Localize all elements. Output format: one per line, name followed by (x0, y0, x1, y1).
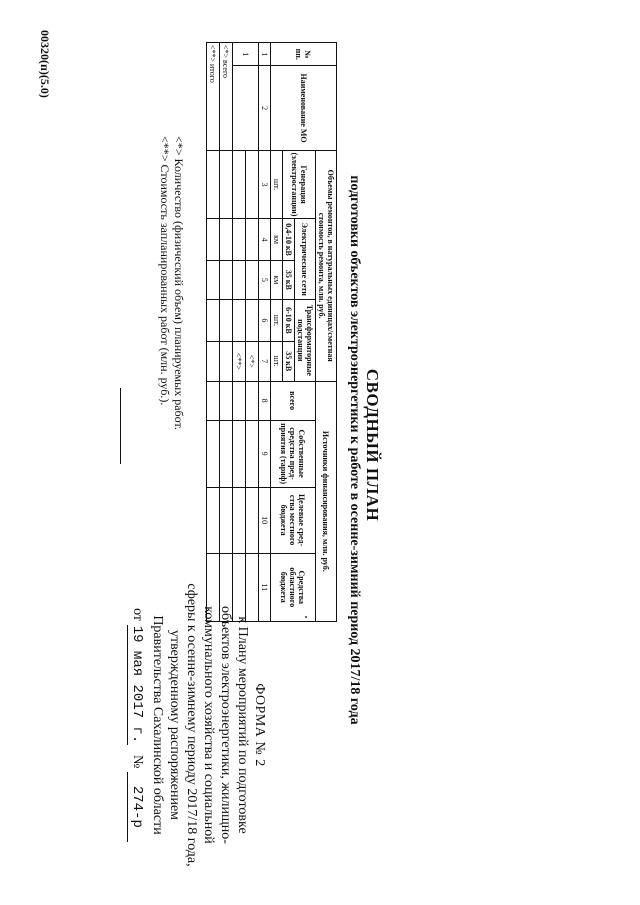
unit-label: шт. (271, 341, 283, 381)
table-cell (220, 219, 233, 260)
table-cell (233, 381, 246, 420)
table-cell (233, 300, 246, 342)
header-line: сферы к осенне-зимнему периоду 2017/18 года, (184, 583, 199, 867)
col-number: 7 (259, 341, 271, 381)
table-cell (246, 150, 259, 219)
table-cell (246, 381, 259, 420)
table-cell (246, 487, 259, 553)
table-cell (220, 487, 233, 553)
col-header-generation: Генерация (электростанции) (283, 150, 316, 219)
table-cell (246, 260, 259, 299)
unit-label: км (271, 260, 283, 299)
col-header-finance: Источники финансирования, млн. руб. (316, 381, 337, 621)
table-cell (220, 420, 233, 487)
table-cell (220, 300, 233, 342)
total-row-label: <*> всего (220, 43, 233, 151)
unit-label: шт. (271, 150, 283, 219)
table-cell (220, 260, 233, 299)
document-code: 00320(п)(5.0) (38, 30, 52, 98)
col-number: 9 (259, 420, 271, 487)
column-numbers-row (259, 43, 271, 622)
table-cell (207, 553, 220, 621)
number-label: № (130, 755, 145, 769)
table-cell (233, 553, 246, 621)
summary-plan-table (206, 42, 337, 622)
footnote-quantity: <*> Количество (физический объем) планируемых работ. (172, 136, 186, 430)
voltage-label: 0,4-10 кВ (283, 219, 295, 260)
voltage-label: 35 кВ (283, 341, 295, 381)
table-cell (233, 219, 246, 260)
header-line: к Плану мероприятий по подготовке (235, 616, 250, 834)
col-number: 5 (259, 260, 271, 299)
table-cell (207, 219, 220, 260)
handwritten-number: 274-р (127, 772, 145, 842)
col-header-volume: Объемы ремонтов, в натуральных единицах/сметная стоимость ремонта, млн. руб. (316, 150, 337, 381)
row-marker-star: <*> (246, 341, 259, 381)
scan-speck (305, 616, 307, 618)
col-number: 10 (259, 487, 271, 553)
col-header-transformers: Трансформаторные подстанции (295, 300, 316, 382)
date-prefix: от (130, 608, 145, 622)
table-cell (220, 150, 233, 219)
table-cell (233, 260, 246, 299)
row-mo-name (233, 66, 259, 150)
col-header-no: № пп. (271, 43, 337, 66)
header-line: утвержденному распоряжением (167, 629, 182, 821)
header-line: Правительства Сахалинской области (150, 615, 165, 835)
table-total-row (207, 43, 220, 622)
voltage-label: 6-10 кВ (283, 300, 295, 342)
col-header-own-funds: Собственные средства пред-приятия (тариф) (271, 420, 316, 487)
table-cell (207, 341, 220, 381)
table-cell (220, 341, 233, 381)
table-cell (207, 420, 220, 487)
table-cell (246, 420, 259, 487)
document-subtitle: подготовки объектов электроэнергетики к работе в осенне-зимний период 2017/18 года (347, 175, 362, 725)
header-line: коммунального хозяйства и социальной (201, 606, 216, 844)
table-header-row (316, 43, 337, 622)
table-cell (246, 219, 259, 260)
row-marker-dstar: <**> (233, 341, 246, 381)
date-number-line (127, 560, 146, 890)
table-cell (207, 300, 220, 342)
col-number: 3 (259, 150, 271, 219)
col-number: 6 (259, 300, 271, 342)
table-cell (246, 300, 259, 342)
document-title: СВОДНЫЙ ПЛАН (363, 368, 382, 522)
table-cell (233, 420, 246, 487)
table-cell (246, 553, 259, 621)
footnote-cost: <**> Стоимость запланированных работ (млн. руб.). (158, 136, 172, 406)
table-total-row (220, 43, 233, 622)
table-cell (207, 150, 220, 219)
unit-label: шт. (271, 300, 283, 342)
col-header-total: всего (271, 381, 316, 420)
col-number: 8 (259, 381, 271, 420)
table-cell (233, 150, 246, 219)
handwritten-date: 19 мая 2017 г. (129, 625, 145, 744)
col-number: 2 (259, 66, 271, 150)
table-cell (220, 553, 233, 621)
col-header-regional-budget: Средства областного бюджета (271, 553, 316, 621)
col-number: 4 (259, 219, 271, 260)
total-row-label: <**> итого (207, 43, 220, 151)
separator-line (120, 388, 121, 464)
col-number: 1 (259, 43, 271, 66)
voltage-label: 35 кВ (283, 260, 295, 299)
table-cell (207, 487, 220, 553)
col-header-name: Наименование МО (271, 66, 337, 150)
form-label: ФОРМА № 2 (252, 683, 267, 767)
table-cell (220, 381, 233, 420)
header-line: объектов электроэнергетики, жилищно- (218, 606, 233, 844)
table-row (246, 43, 259, 622)
row-number: 1 (233, 43, 259, 66)
col-header-networks: Электрические сети (295, 219, 316, 300)
table-cell (207, 260, 220, 299)
unit-label: км (271, 219, 283, 260)
col-number: 11 (259, 553, 271, 621)
col-header-local-budget: Целевые сред-ства местного бюджета (271, 487, 316, 553)
table-cell (207, 381, 220, 420)
table-cell (233, 487, 246, 553)
